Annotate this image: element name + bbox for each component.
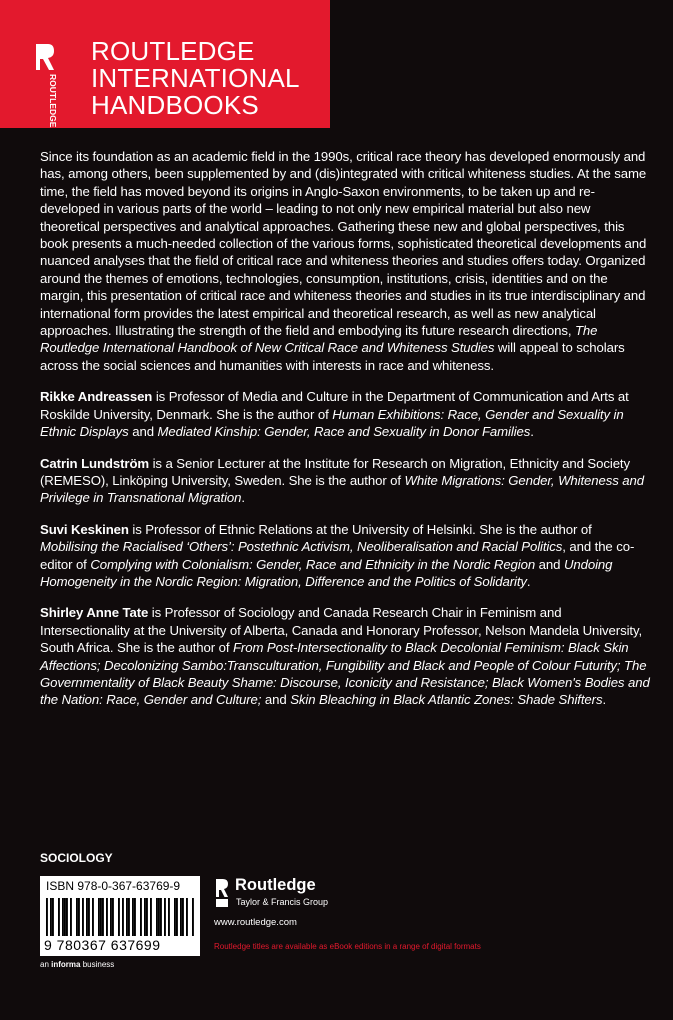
barcode-bar bbox=[112, 898, 114, 936]
barcode-bar bbox=[144, 898, 146, 936]
barcode-bar bbox=[88, 898, 90, 936]
barcode-bar bbox=[176, 898, 178, 936]
author-bio: Suvi Keskinen is Professor of Ethnic Relations at the University of Helsinki. She is the author of Mobilising the Racialised ‘Others’: Postethnic Activism, Neoliberalisation and Racial Politics, and the co-editor of Complying with Colonialism: Gender, Race and Ethnicity in the Nordic Region and Undoing Homogeneity in the Nordic Region: Migration, Difference and the Politics of Solidarity. bbox=[40, 521, 635, 589]
author-bio: Rikke Andreassen is Professor of Media and Culture in the Department of Communication and Arts at Roskilde University, Denmark. She is the author of Human Exhibitions: Race, Gender and Sexuality in Ethnic Displays and Mediated Kinship: Gender, Race and Sexuality in Donor Families. bbox=[40, 389, 629, 440]
barcode-bars bbox=[46, 898, 194, 936]
barcode-bar bbox=[78, 898, 80, 936]
barcode-bar bbox=[140, 898, 142, 936]
publisher-name: Routledge bbox=[235, 876, 316, 894]
barcode-bar bbox=[126, 898, 128, 936]
barcode-bar bbox=[82, 898, 84, 936]
barcode-bar bbox=[158, 898, 160, 936]
barcode-bar bbox=[76, 898, 78, 936]
barcode-bar bbox=[86, 898, 88, 936]
barcode-bar bbox=[164, 898, 166, 936]
barcode-bar bbox=[180, 898, 182, 936]
barcode-bar bbox=[46, 898, 48, 936]
description-paragraph: Since its foundation as an academic field in the 1990s, critical race theory has developed enormously and has, among others, been supplemented by and (dis)integrated with critical whiteness studies. At the same time, the field has moved beyond its origins in Anglo-Saxon environments, to be taken up and re-developed in various parts of the world – leading to not only new empirical material but also new theoretical perspectives and analytical approaches. Gathering these new and global perspectives, this book presents a much-needed collection of the various forms, sophisticated theoretical developments and nuanced analyses that the field of critical race and whiteness theories and studies offers today. Organized around the themes of emotions, technologies, consumption, institutions, crisis, identities and on the margin, this presentation of critical race and whiteness theories and studies in its true interdisciplinary and international form provides the latest empirical and theoretical research, as well as new analytical approaches. Illustrating the strength of the field and embodying its future research directions, The Routledge International Handbook of New Critical Race and Whiteness Studies will appeal to scholars across the social sciences and humanities with interests in race and whiteness. bbox=[40, 149, 647, 373]
barcode-bar bbox=[64, 898, 66, 936]
isbn-barcode bbox=[40, 876, 200, 956]
barcode-bar bbox=[58, 898, 60, 936]
barcode-bar bbox=[128, 898, 130, 936]
book-title: The Routledge International Handbook of New Critical Race and Whiteness Studies bbox=[40, 323, 598, 356]
series-title-line-2: INTERNATIONAL bbox=[91, 63, 300, 93]
routledge-publisher-logo-icon bbox=[215, 878, 229, 908]
subject-category: SOCIOLOGY bbox=[40, 851, 113, 865]
author-name: Suvi Keskinen bbox=[40, 521, 129, 537]
barcode-bar bbox=[106, 898, 108, 936]
barcode-bar bbox=[192, 898, 194, 936]
isbn-label: ISBN 978-0-367-63769-9 bbox=[46, 879, 181, 893]
barcode-bar bbox=[102, 898, 104, 936]
publisher-group: Taylor & Francis Group bbox=[236, 897, 329, 907]
barcode-bar bbox=[92, 898, 94, 936]
barcode-bar bbox=[156, 898, 158, 936]
publisher-url: www.routledge.com bbox=[214, 917, 297, 928]
series-title-line-3: HANDBOOKS bbox=[91, 90, 259, 120]
author-bio: Shirley Anne Tate is Professor of Sociology and Canada Research Chair in Feminism and Intersectionality at the University of Alberta, Canada and Honorary Professor, Nelson Mandela University, South Africa. She is the author of From Post-Intersectionality to Black Decolonial Feminism: Black Skin Affections; Decolonizing Sambo:Transculturation, Fungibility and Black and People of Colour Futurity; The Governmentality of Black Beauty Shame: Discourse, Iconicity and Resistance; Black Women's Bodies and the Nation: Race, Gender and Culture; and Skin Bleaching in Black Atlantic Zones: Shade Shifters. bbox=[40, 605, 650, 708]
series-banner bbox=[0, 0, 330, 128]
barcode-bar bbox=[132, 898, 134, 936]
barcode-bar bbox=[134, 898, 136, 936]
series-title bbox=[91, 38, 300, 119]
barcode-digits: 9 780367 637699 bbox=[44, 937, 161, 953]
ebook-note: Routledge titles are available as eBook editions in a range of digital formats bbox=[214, 942, 481, 951]
barcode-bar bbox=[174, 898, 176, 936]
informa-business-note: an informa business bbox=[40, 960, 115, 969]
barcode-bar bbox=[118, 898, 120, 936]
barcode-bar bbox=[122, 898, 124, 936]
barcode-bar bbox=[168, 898, 170, 936]
routledge-logo-icon bbox=[34, 42, 58, 128]
barcode-bar bbox=[70, 898, 72, 936]
barcode-bar bbox=[50, 898, 52, 936]
barcode-bar bbox=[98, 898, 100, 936]
barcode-bar bbox=[160, 898, 162, 936]
barcode-bar bbox=[52, 898, 54, 936]
author-bio: Catrin Lundström is a Senior Lecturer at the Institute for Research on Migration, Ethnicity and Society (REMESO), Linköping University, Sweden. She is the author of White Migrations: Gender, Whiteness and Privilege in Transnational Migration. bbox=[40, 455, 644, 506]
barcode-bar bbox=[150, 898, 152, 936]
author-name: Shirley Anne Tate bbox=[40, 605, 149, 621]
barcode-bar bbox=[100, 898, 102, 936]
svg-text:ROUTLEDGE: ROUTLEDGE bbox=[48, 74, 58, 128]
author-name: Rikke Andreassen bbox=[40, 389, 153, 405]
author-name: Catrin Lundström bbox=[40, 455, 150, 471]
barcode-bar bbox=[146, 898, 148, 936]
barcode-bar bbox=[62, 898, 64, 936]
barcode-bar bbox=[186, 898, 188, 936]
back-cover-text bbox=[40, 148, 652, 723]
barcode-bar bbox=[66, 898, 68, 936]
barcode-bar bbox=[110, 898, 112, 936]
series-title-line-1: ROUTLEDGE bbox=[91, 36, 255, 66]
barcode-bar bbox=[182, 898, 184, 936]
